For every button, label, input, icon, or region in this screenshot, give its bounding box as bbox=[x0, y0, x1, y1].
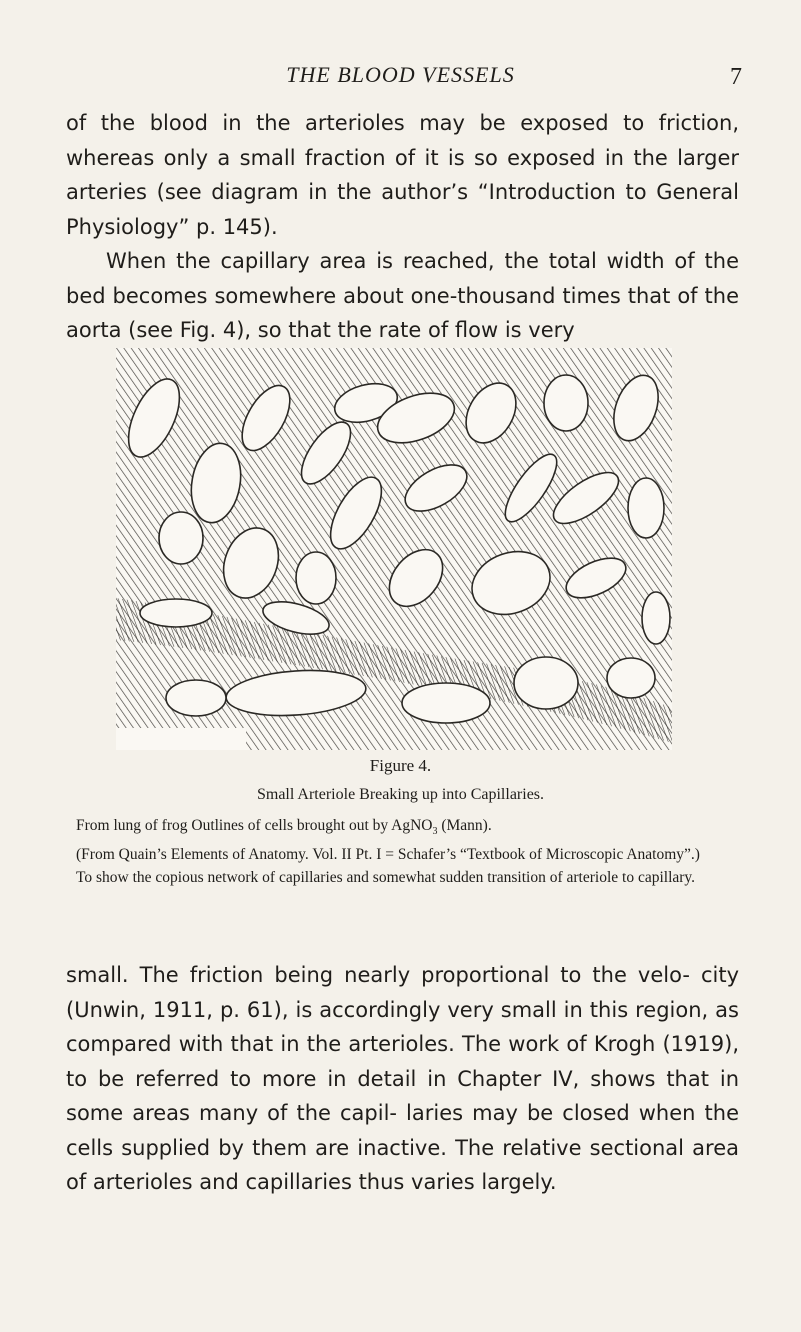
paragraph-3: small. The friction being nearly proportional to the velo- city (Unwin, 1911, p. 61), is accordingly very small in this region, as compared with that in the arterioles. The work of Krogh (1919), to be referred to more in detail in Chapter IV, shows that in some areas many of the capil- laries may be closed when the cells supplied by them are inactive. The relative sectional area of arterioles and capillaries thus varies largely. bbox=[66, 963, 739, 1194]
caption-1-source: (Mann). bbox=[437, 817, 492, 834]
caption-line-3: To show the copious network of capillaries and somewhat sudden transition of arteriole to capillary. bbox=[76, 869, 696, 887]
figure-title: Small Arteriole Breaking up into Capillaries. bbox=[256, 786, 545, 803]
caption-1-subscript: 3 bbox=[432, 826, 438, 838]
paragraph-2: When the capillary area is reached, the total width of the bed becomes somewhere about one-thousand times that of the aorta (see Fig. 4), so that the rate of flow is very bbox=[66, 249, 739, 342]
bottom-text-block bbox=[66, 958, 739, 1200]
caption-line-1 bbox=[76, 815, 740, 843]
caption-line-2: (From Quain’s Elements of Anatomy. Vol. II Pt. I = Schafer’s “Textbook of Microscopic Anatomy”.) bbox=[76, 846, 700, 864]
top-text-block bbox=[66, 106, 739, 348]
capillary-network-drawing bbox=[116, 348, 672, 750]
figure-label: Figure 4. bbox=[369, 756, 432, 775]
page-number: 7 bbox=[730, 64, 742, 90]
running-title: THE BLOOD VESSELS bbox=[286, 62, 515, 87]
figure-capillary-illustration bbox=[116, 348, 672, 750]
caption-1-text: From lung of frog Outlines of cells brought out by AgNO bbox=[76, 817, 433, 834]
figure-caption-block bbox=[76, 815, 740, 890]
paragraph-1: of the blood in the arterioles may be exposed to friction, whereas only a small fraction of it is so exposed in the larger arteries (see diagram in the author’s “Introduction to General Physiology” p. 145). bbox=[66, 111, 739, 239]
